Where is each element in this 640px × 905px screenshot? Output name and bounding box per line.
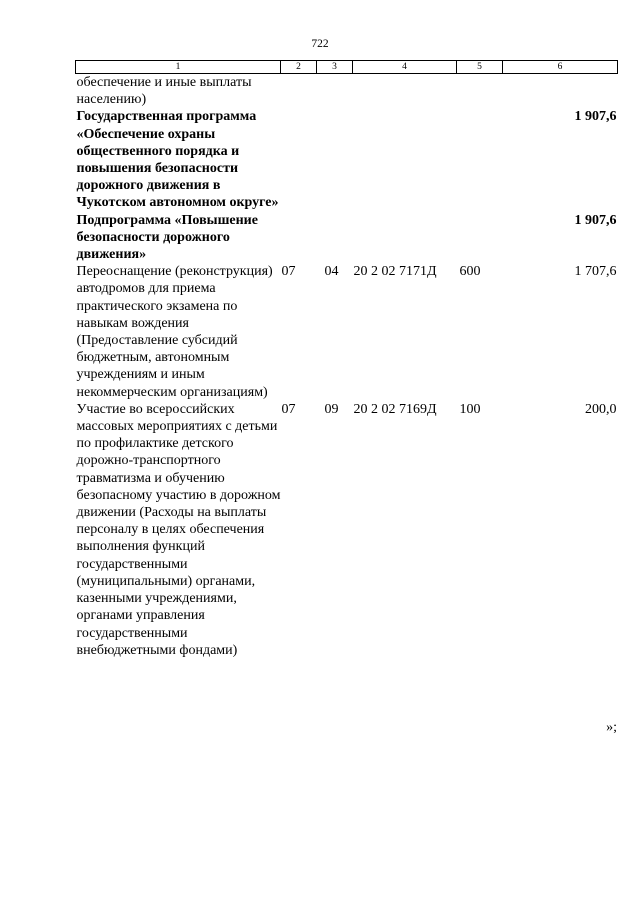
table-row: [76, 263, 618, 401]
header-col-3: 3: [317, 61, 353, 74]
closing-quote-mark: »;: [606, 720, 617, 735]
row-name: Государственная программа «Обеспечение охраны общественного порядка и повышения безопасности дорожного движения в Чукотском автономном округе»: [76, 109, 279, 211]
header-col-2: 2: [281, 61, 317, 74]
row-subsection: [317, 108, 353, 211]
row-type: [457, 212, 503, 264]
header-row: [76, 61, 618, 74]
row-name: Участие во всероссийских массовых мероприятиях с детьми по профилактике детского дорожно-транспортного травматизма и обучению безопасному участию в дорожном движении (Расходы на выплаты персоналу в целях обеспечения выполнения функций государственными (муниципальными) органами, казенными учреждениями, органами управления государственными внебюджетными фондами): [76, 401, 281, 658]
row-section: [281, 108, 317, 211]
row-subsection: 09: [324, 401, 339, 417]
row-amount: 1 707,6: [574, 264, 617, 280]
table-row: [76, 401, 618, 659]
budget-table: [75, 60, 618, 659]
row-amount: 1 907,6: [574, 212, 617, 228]
row-target: 20 2 02 7171Д: [353, 264, 437, 280]
row-section: 07: [281, 264, 296, 280]
row-target: [353, 108, 457, 211]
row-subsection: [317, 74, 353, 109]
page-number: 722: [311, 38, 329, 50]
row-section: 07: [281, 401, 296, 417]
row-type: [457, 108, 503, 211]
header-col-5: 5: [457, 61, 503, 74]
row-name: Переоснащение (реконструкция) автодромов для приема практического экзамена по навыкам вождения (Предоставление субсидий бюджетным, автономным учреждениям и иным некоммерческим организациям): [76, 264, 273, 400]
row-target: [353, 74, 457, 109]
header-col-1: 1: [76, 61, 281, 74]
row-section: [281, 74, 317, 109]
row-amount: 1 907,6: [574, 109, 617, 125]
row-amount: 200,0: [585, 401, 617, 417]
row-type: 600: [459, 264, 481, 280]
row-section: [281, 212, 317, 264]
table-row-subprogram: [76, 212, 618, 264]
row-name: Подпрограмма «Повышение безопасности дорожного движения»: [76, 212, 258, 263]
row-amount: [503, 74, 618, 109]
row-type: 100: [459, 401, 481, 417]
row-target: [353, 212, 457, 264]
row-type: [457, 74, 503, 109]
table-header: [76, 61, 618, 74]
row-subsection: [317, 212, 353, 264]
row-target: 20 2 02 7169Д: [353, 401, 437, 417]
row-name: обеспечение и иные выплаты населению): [76, 75, 252, 108]
table-row-program: [76, 108, 618, 211]
header-col-6: 6: [503, 61, 618, 74]
table-body: [76, 74, 618, 659]
row-subsection: 04: [324, 264, 339, 280]
header-col-4: 4: [353, 61, 457, 74]
table-row: [76, 74, 618, 109]
